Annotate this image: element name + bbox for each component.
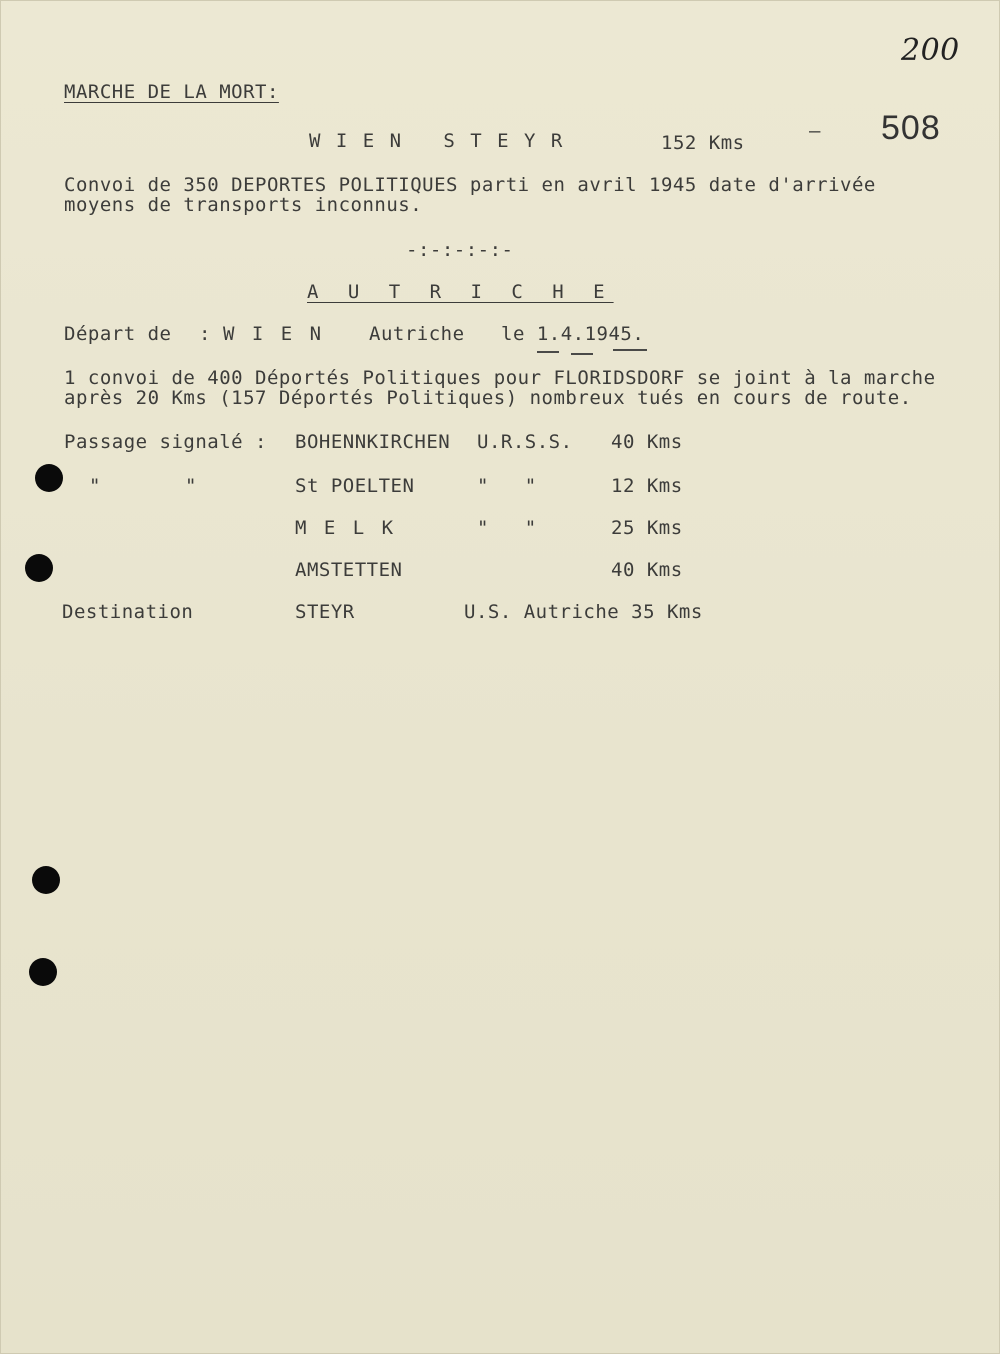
ditto-mark: " xyxy=(89,475,101,497)
document-title: MARCHE DE LA MORT: xyxy=(64,81,279,103)
ditto-mark: " xyxy=(185,475,197,497)
destination-zone-km: U.S. Autriche 35 Kms xyxy=(464,601,703,623)
separator: -:-:-:-:- xyxy=(406,239,514,261)
depart-colon: : xyxy=(199,323,211,345)
passage-km: 12 Kms xyxy=(611,475,683,497)
passage-place: M E L K xyxy=(295,517,397,539)
passage-km: 40 Kms xyxy=(611,431,683,453)
passage-zone: " " xyxy=(477,475,537,497)
note-line-1: 1 convoi de 400 Déportés Politiques pour FLORIDSDORF se joint à la marche xyxy=(64,367,936,389)
date-underline-1 xyxy=(537,351,559,353)
route-distance: 152 Kms xyxy=(661,132,745,154)
punch-hole-1 xyxy=(35,464,63,492)
punch-hole-2 xyxy=(25,554,53,582)
intro-line-1: Convoi de 350 DEPORTES POLITIQUES parti en avril 1945 date d'arrivée xyxy=(64,174,876,196)
depart-city: W I E N xyxy=(223,323,325,345)
passage-place: St POELTEN xyxy=(295,475,415,497)
stamped-page-number: 508 xyxy=(881,109,941,147)
passage-place: AMSTETTEN xyxy=(295,559,403,581)
punch-hole-4 xyxy=(29,958,57,986)
date-underline-3 xyxy=(613,349,647,351)
route-title: W I E N S T E Y R xyxy=(309,130,565,152)
passage-km: 40 Kms xyxy=(611,559,683,581)
handwritten-page-number: 200 xyxy=(901,33,960,68)
route-dash: – xyxy=(809,120,821,142)
passage-zone: U.R.S.S. xyxy=(477,431,573,453)
passage-km: 25 Kms xyxy=(611,517,683,539)
depart-label: Départ de xyxy=(64,323,172,345)
depart-date: le 1.4.1945. xyxy=(501,323,645,345)
destination-place: STEYR xyxy=(295,601,355,623)
passage-label: Passage signalé : xyxy=(64,431,267,453)
note-line-2: après 20 Kms (157 Déportés Politiques) nombreux tués en cours de route. xyxy=(64,387,912,409)
passage-zone: " " xyxy=(477,517,537,539)
date-underline-2 xyxy=(571,353,593,355)
depart-country: Autriche xyxy=(369,323,465,345)
punch-hole-3 xyxy=(32,866,60,894)
destination-label: Destination xyxy=(62,601,194,623)
section-title: A U T R I C H E xyxy=(307,281,614,303)
passage-place: BOHENNKIRCHEN xyxy=(295,431,451,453)
intro-line-2: moyens de transports inconnus. xyxy=(64,194,423,216)
